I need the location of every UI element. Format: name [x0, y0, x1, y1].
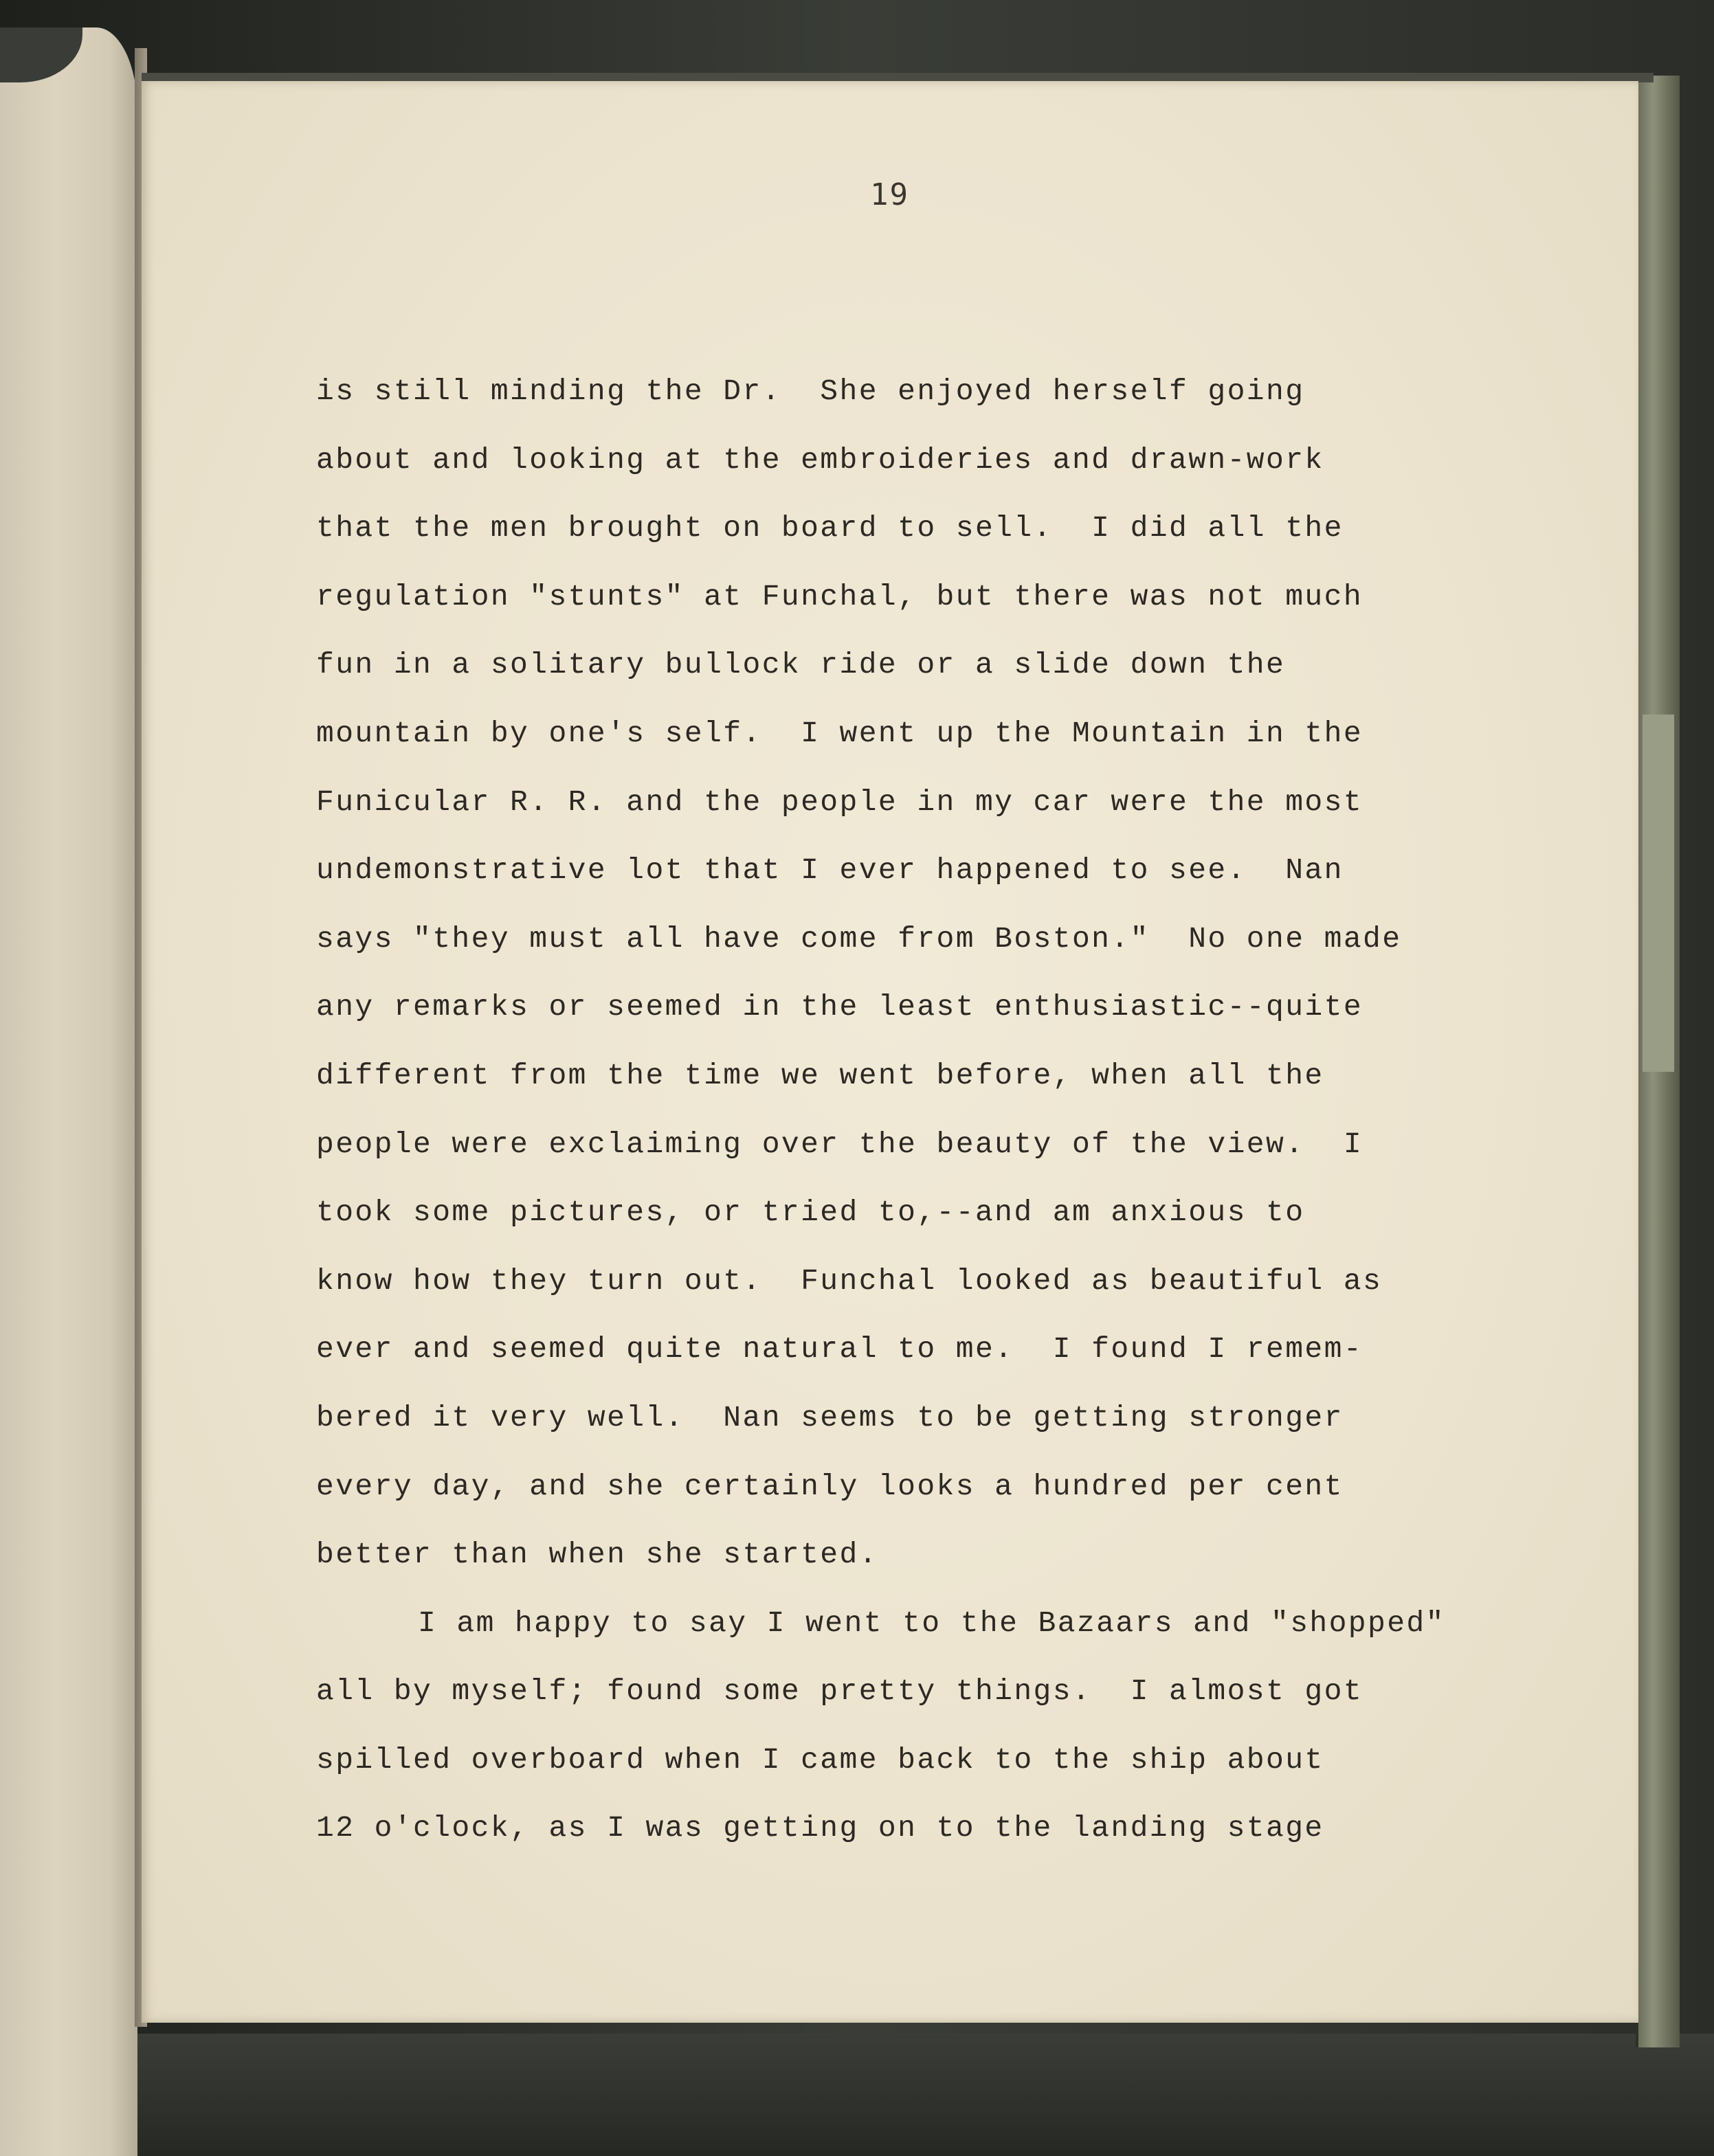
text-line: is still minding the Dr. She enjoyed herself going [316, 374, 1305, 408]
text-line: fun in a solitary bullock ride or a slide down the [316, 648, 1286, 682]
text-line: that the men brought on board to sell. I did all the [316, 511, 1344, 546]
text-line: any remarks or seemed in the least enthusiastic--quite [316, 990, 1364, 1024]
paragraph-first-line: I am happy to say I went to the Bazaars and "shopped" [418, 1606, 1445, 1640]
text-line: spilled overboard when I came back to the ship about [316, 1742, 1324, 1777]
text-line: undemonstrative lot that I ever happened to see. Nan [316, 853, 1344, 888]
left-facing-page [0, 27, 137, 2156]
left-cover-corner [0, 27, 82, 82]
text-line: Funicular R. R. and the people in my car were the most [316, 785, 1364, 819]
text-line: about and looking at the embroideries and drawn-work [316, 442, 1324, 477]
text-line: better than when she started. [316, 1538, 878, 1572]
typed-text-block [316, 357, 1512, 1863]
text-line: people were exclaiming over the beauty of the view. I [316, 1127, 1364, 1161]
text-line: every day, and she certainly looks a hundred per cent [316, 1469, 1344, 1503]
text-line: know how they turn out. Funchal looked as beautiful as [316, 1264, 1383, 1298]
text-line: 12 o'clock, as I was getting on to the landing stage [316, 1811, 1324, 1845]
page-number: 19 [870, 177, 909, 212]
text-line: different from the time we went before, when all the [316, 1058, 1324, 1092]
text-line: bered it very well. Nan seems to be getting stronger [316, 1400, 1344, 1435]
text-line: says "they must all have come from Boston." No one made [316, 921, 1402, 956]
text-line: mountain by one's self. I went up the Mountain in the [316, 716, 1364, 750]
text-line: took some pictures, or tried to,--and am anxious to [316, 1195, 1305, 1230]
text-line: regulation "stunts" at Funchal, but there was not much [316, 579, 1364, 614]
text-line: ever and seemed quite natural to me. I found I remem- [316, 1332, 1364, 1367]
text-line: all by myself; found some pretty things. I almost got [316, 1674, 1364, 1709]
cover-cloth-band [1643, 715, 1674, 1072]
table-surface [0, 2034, 1714, 2156]
